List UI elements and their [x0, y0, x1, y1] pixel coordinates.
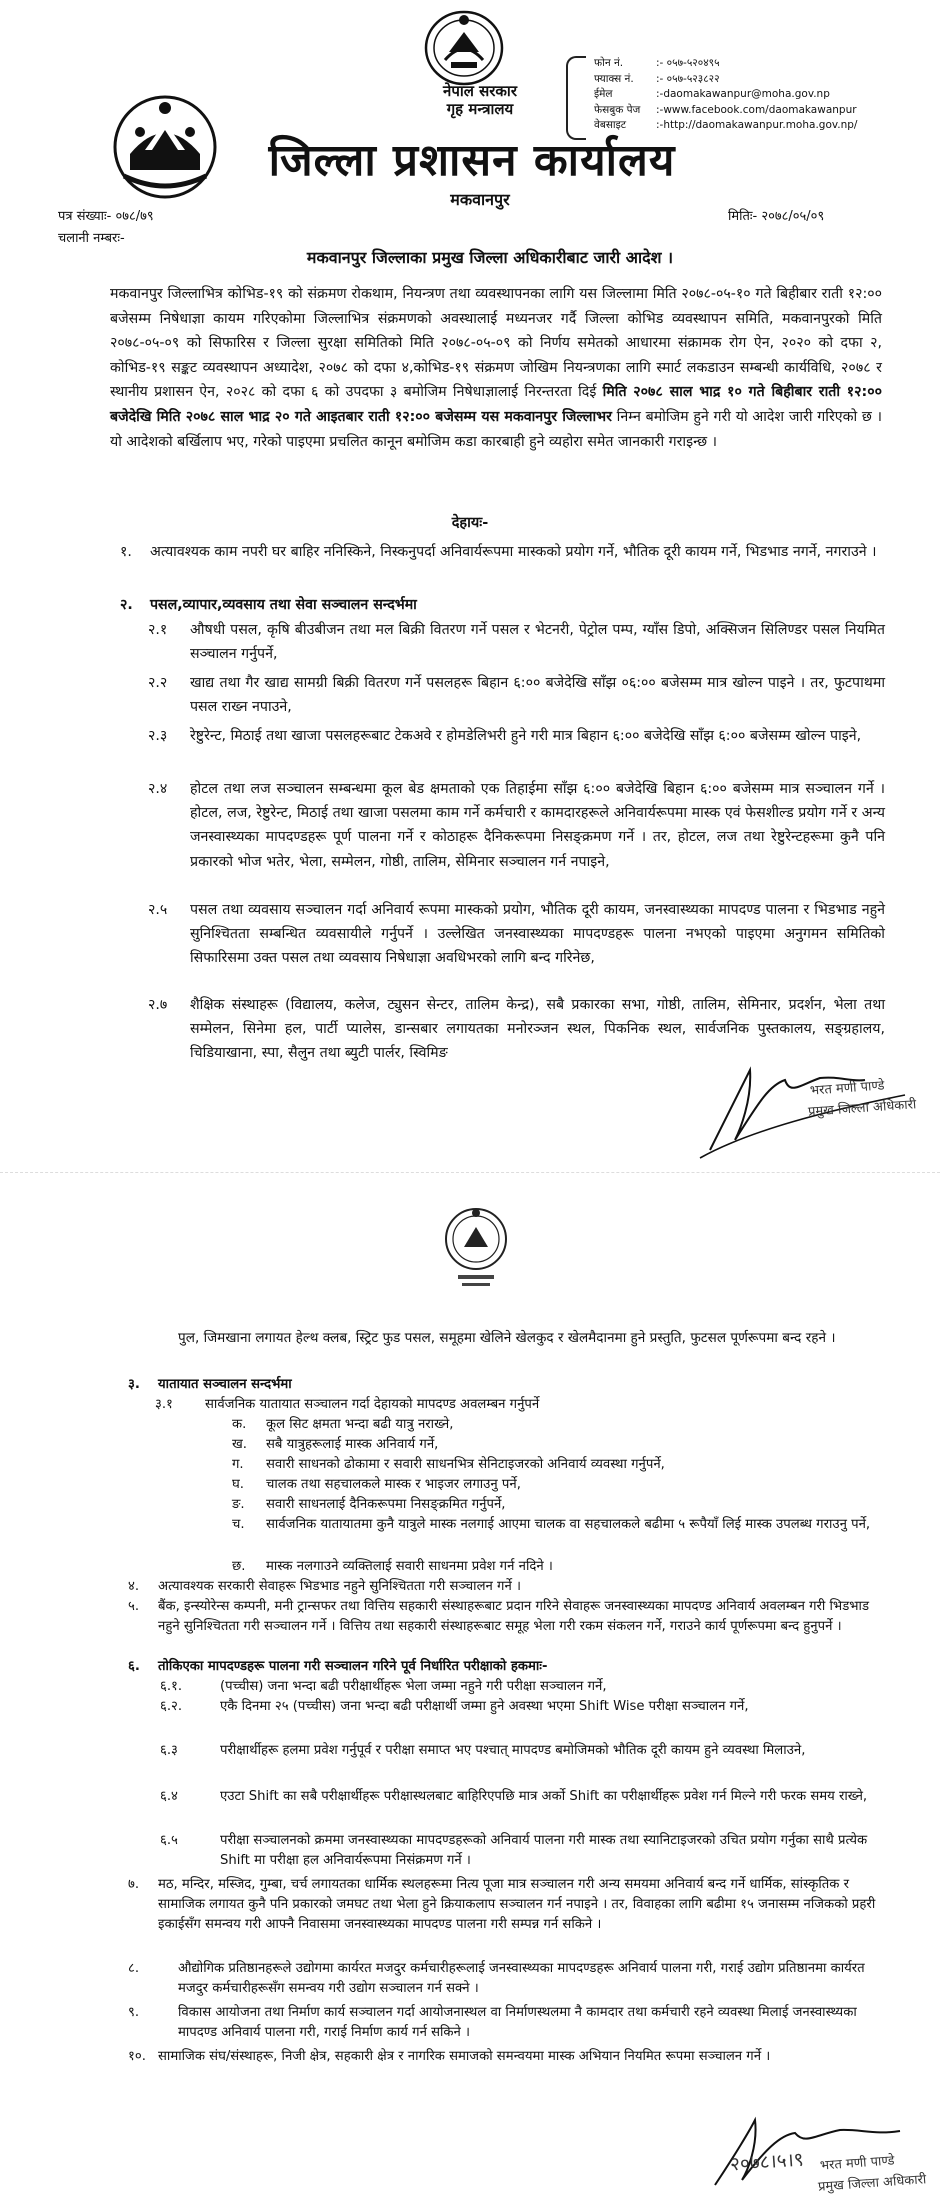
contact-fax: फ्याक्स नं. :- ०५७-५२३८२२ — [594, 72, 720, 85]
order-item-5: ५. बैंक, इन्स्योरेन्स कम्पनी, मनी ट्रान्सफर तथा वित्तिय सहकारी संस्थाहरूबाट प्रदान गरिने सेवाहरू जनस्वास्थ्यका मापदण्ड अनिवार्य अवलम्बन गरी भिडभाड नहुने सुनिश्चितता गरी सञ्चालन गर्ने । वित्तिय तथा सहकारी संस्थाहरूबाट समूह भेला गरी रकम संकलन गर्ने, गराउने कार्य पूर्णरूपमा बन्द हुनुपर्ने । — [128, 1599, 870, 1634]
order-item-1: १. अत्यावश्यक काम नपरी घर बाहिर ननिस्किने, निस्कनुपर्दा अनिवार्यरूपमा मास्कको प्रयोग गर्ने, भौतिक दूरी कायम गर्ने, भिडभाड नगर्ने, नगराउने । — [120, 544, 877, 560]
page-separator — [0, 1172, 940, 1192]
letter-number: पत्र संख्याः- ०७८/७९ — [58, 209, 154, 224]
office-title: जिल्ला प्रशासन कार्यालय — [268, 135, 676, 186]
transport-rule-ka: क. कूल सिट क्षमता भन्दा बढी यात्रु नराख्ने, — [232, 1417, 454, 1432]
order-item-10: १०. सामाजिक संघ/संस्थाहरू, निजी क्षेत्र, सहकारी क्षेत्र र नागरिक समाजको समन्वयमा मास्क अभियान नियमित रूपमा सञ्चालन गर्ने । — [128, 2049, 771, 2064]
signatory-title-2: प्रमुख जिल्ला अधिकारी — [817, 2172, 927, 2195]
reference-block — [58, 206, 154, 250]
intro-text-2: निम्न बमोजिम हुने गरी यो आदेश जारी गरिएको छ । यो आदेशको बर्खिलाप भए, गरेको पाइएमा प्रचलित कानून बमोजिम कडा कारबाही हुने व्यहोरा समेत जानकारी गराइन्छ । — [110, 408, 882, 450]
order-item-2-4: २.४ होटल तथा लज सञ्चालन सम्बन्धमा कूल बेड क्षमताको एक तिहाईमा साँझ ६:०० बजेदेखि बिहान ६:०० बजेसम्म मात्र सञ्चालन गर्ने । होटल, लज, रेष्टुरेन्ट, मिठाई तथा खाजा पसलमा काम गर्ने कर्मचारी र कामदारहरूले अनिवार्यरूपमा मास्क एवं फेसशील्ड प्रयोग गर्ने र अन्य जनस्वास्थ्यका मापदण्डहरू पूर्ण पालना गर्ने र कोठाहरू दैनिकरूपमा निसङ्क्रमण गर्ने । तर, होटल, लज तथा रेष्टुरेन्टहरूमा कुनै पनि प्रकारको भोज भतेर, भेला, सम्मेलन, गोष्ठी, तालिम, सेमिनार सञ्चालन गर्न नपाइने, — [148, 781, 885, 870]
order-item-6-5: ६.५ परीक्षा सञ्चालनको क्रममा जनस्वास्थ्यका मापदण्डहरूको अनिवार्य पालना गरी मास्क तथा स्यानिटाइजरको उचित प्रयोग गर्नुका साथै प्रत्येक Shift मा परीक्षा हल अनिवार्यरूपमा निसंक्रमण गर्ने । — [160, 1833, 868, 1868]
order-item-8: ८. औद्योगिक प्रतिष्ठानहरूले उद्योगमा कार्यरत मजदुर कर्मचारीहरूलाई जनस्वास्थ्यका मापदण्डहरू अनिवार्य पालना गरी, गराई उद्योग प्रतिष्ठानमा कार्यरत मजदुर कर्मचारीहरूसँग समन्वय गरी उद्योग सञ्चालन गर्न सक्ने । — [128, 1961, 865, 1996]
order-item-9: ९. विकास आयोजना तथा निर्माण कार्य सञ्चालन गर्दा आयोजनास्थल वा निर्माणस्थलमा नै कामदार तथा कर्मचारी रहने व्यवस्था मिलाई जनस्वास्थ्यका मापदण्ड अनिवार्य पालना गरी, गराई निर्माण कार्य गर्न सकिने । — [128, 2005, 857, 2040]
transport-rule-kha: ख. सबै यात्रुहरूलाई मास्क अनिवार्य गर्ने, — [232, 1437, 439, 1452]
contact-facebook[interactable]: फेसबुक पेज :-www.facebook.com/daomakawanpur — [594, 103, 857, 116]
transport-rule-nga: ङ. सवारी साधनलाई दैनिकरूपमा निसङ्क्रमित गर्नुपर्ने, — [232, 1497, 506, 1512]
contact-phone: फोन नं. :- ०५७-५२०४९५ — [594, 57, 720, 69]
order-item-6-4: ६.४ एउटा Shift का सबै परीक्षार्थीहरू परीक्षास्थलबाट बाहिरिएपछि मात्र अर्को Shift का परीक्षार्थीहरू प्रवेश गर्न मिल्ने गरी फरक समय राख्ने, — [160, 1789, 868, 1804]
government-seal-icon — [405, 8, 523, 90]
order-item-6-3: ६.३ परीक्षार्थीहरू हलमा प्रवेश गर्नुपूर्व र परीक्षा समाप्त भए पश्चात् मापदण्ड बमोजिमको भौतिक दूरी कायम हुने व्यवस्था मिलाउने, — [160, 1743, 806, 1758]
letter-subject: मकवानपुर जिल्लाका प्रमुख जिल्ला अधिकारीबाट जारी आदेश । — [306, 248, 674, 267]
signatory-name: भरत मणी पाण्डे — [809, 1078, 885, 1099]
order-item-3-heading: ३. यातायात सञ्चालन सन्दर्भमा — [128, 1377, 292, 1392]
nepal-emblem-icon — [110, 92, 220, 202]
order-item-6-2: ६.२. एकै दिनमा २५ (पच्चीस) जना भन्दा बढी परीक्षार्थी जम्मा हुने अवस्था भएमा Shift Wise परीक्षा सञ्चालन गर्ने, — [160, 1699, 749, 1714]
contact-bracket — [566, 56, 586, 140]
ministry-label: गृह मन्त्रालय — [446, 100, 514, 118]
transport-rule-gha: घ. चालक तथा सहचालकले मास्क र भाइजर लगाउनु पर्ने, — [232, 1477, 521, 1492]
intro-text-1: मकवानपुर जिल्लाभित्र कोभिड-१९ को संक्रमण रोकथाम, नियन्त्रण तथा व्यवस्थापनका लागि यस जिल्लामा मिति २०७८-०५-१० गते बिहीबार राती १२:०० बजेसम्म निषेधाज्ञा कायम गरिएकोमा जिल्लाभित्र संक्रमणको अवस्थालाई मध्यनजर गर्दै जिल्ला कोभिड व्यवस्थापन समिति, मकवानपुरको मिति २०७८-०५-०९ को सिफारिस र जिल्ला सुरक्षा समितिको मिति २०७८-०५-०९ को निर्णय समेतको आधारमा संक्रामक रोग ऐन, २०२० को दफा २, कोभिड-१९ सङ्कट व्यवस्थापन अध्यादेश, २०७८ को दफा ४,कोभिड-१९ संक्रमण जोखिम नियन्त्रणका लागि स्मार्ट लकडाउन सम्बन्धी कार्यविधि, २०७८ र स्थानीय प्रशासन ऐन, २०२८ को दफा ६ को उपदफा ३ बमोजिम निषेधाज्ञालाई निरन्तरता दिई — [110, 286, 882, 401]
intro-text-bold: मिति २०७८ साल भाद्र १० गते बिहीबार राती १२:०० बजेदेखि मिति २०७८ साल भाद्र २० गते आइतबार राती १२:०० बजेसम्म यस मकवानपुर जिल्लाभर — [110, 384, 882, 425]
contact-block — [594, 56, 934, 134]
contact-website[interactable]: वेबसाइट :-http://daomakawanpur.moha.gov.np/ — [594, 119, 858, 131]
government-seal-icon — [428, 1203, 524, 1293]
order-item-2-1: २.१ औषधी पसल, कृषि बीउबीजन तथा मल बिक्री वितरण गर्ने पसल र भेटनरी, पेट्रोल पम्प, ग्याँस डिपो, अक्सिजन सिलिण्डर पसल नियमित सञ्चालन गर्नुपर्ने, — [148, 622, 885, 663]
order-item-4: ४. अत्यावश्यक सरकारी सेवाहरू भिडभाड नहुने सुनिश्चितता गरी सञ्चालन गर्ने । — [128, 1579, 521, 1594]
order-item-3-1: ३.१ सार्वजनिक यातायात सञ्चालन गर्दा देहायको मापदण्ड अवलम्बन गर्नुपर्ने — [155, 1397, 540, 1412]
continued-item-2-7: पुल, जिमखाना लगायत हेल्थ क्लब, स्ट्रिट फुड पसल, समूहमा खेलिने खेलकुद र खेलमैदानमा हुने प्रस्तुति, फुटसल पूर्णरूपमा बन्द रहने । — [178, 1330, 836, 1346]
order-item-2-3: २.३ रेष्टुरेन्ट, मिठाई तथा खाजा पसलहरूबाट टेकअवे र होमडेलिभरी हुने गरी मात्र बिहान ६:०० बजेदेखि साँझ ६:०० बजेसम्म खोल्न पाइने, — [148, 728, 862, 744]
order-item-2-2: २.२ खाद्य तथा गैर खाद्य सामग्री बिक्री वितरण गर्ने पसलहरू बिहान ६:०० बजेदेखि साँझ ०६:०० बजेसम्म मात्र खोल्न पाइने । तर, फुटपाथमा पसल राख्न नपाउने, — [148, 675, 885, 716]
intro-paragraph — [110, 282, 882, 454]
transport-rule-chha: छ. मास्क नलगाउने व्यक्तिलाई सवारी साधनमा प्रवेश गर्न नदिने । — [232, 1559, 553, 1574]
contact-email[interactable]: ईमेल :-daomakawanpur@moha.gov.np — [594, 88, 830, 100]
order-item-2-7: २.७ शैक्षिक संस्थाहरू (विद्यालय, कलेज, ट्युसन सेन्टर, तालिम केन्द्र), सबै प्रकारका सभा, गोष्ठी, तालिम, सेमिनार, प्रदर्शन, भेला तथा सम्मेलन, सिनेमा हल, पार्टी प्यालेस, डान्सबार लगायतका मनोरञ्जन स्थल, पिकनिक स्थल, सार्वजनिक पुस्तकालय, सङ्ग्रहालय, चिडियाखाना, स्पा, सैलुन तथा ब्युटी पार्लर, स्विमिङ — [148, 997, 885, 1062]
order-item-6-heading: ६. तोकिएका मापदण्डहरू पालना गरी सञ्चालन गरिने पूर्व निर्धारित परीक्षाको हकमाः- — [128, 1659, 548, 1674]
ministry-name — [400, 82, 560, 118]
transport-rule-cha: च. सार्वजनिक यातायातमा कुनै यात्रुले मास्क नलगाई आएमा चालक वा सहचालकले बढीमा ५ रूपैयाँ लिई मास्क उपलब्ध गराउनु पर्ने, — [232, 1517, 871, 1532]
transport-rule-ga: ग. सवारी साधनको ढोकामा र सवारी साधनभित्र सेनिटाइजरको अनिवार्य व्यवस्था गर्नुपर्ने, — [232, 1457, 665, 1472]
letter-date: मितिः- २०७८/०५/०९ — [728, 209, 825, 224]
signature-date: २०७८।५।९ — [729, 2148, 805, 2176]
government-label: नेपाल सरकार — [443, 82, 517, 100]
order-item-7: ७. मठ, मन्दिर, मस्जिद, गुम्बा, चर्च लगायतका धार्मिक स्थलहरूमा नित्य पूजा मात्र सञ्चालन गरी अन्य समयमा अनिवार्य बन्द गर्ने धार्मिक, सांस्कृतिक र सामाजिक लगायत कुनै पनि प्रकारको जमघट तथा भेला हुने क्रियाकलाप सञ्चालन गर्न नपाइने । तर, विवाहका लागि बढीमा १५ जनासम्म नजिकको प्रहरी इकाईसँग समन्वय गरी आफ्नै निवासमा जनस्वास्थ्यका मापदण्ड पालना गरी सम्पन्न गर्न सकिने । — [128, 1877, 876, 1932]
order-item-6-1: ६.१. (पच्चीस) जना भन्दा बढी परीक्षार्थीहरू भेला जम्मा नहुने गरी परीक्षा सञ्चालन गर्ने, — [160, 1679, 607, 1694]
district-name: मकवानपुर — [450, 190, 510, 209]
signatory-title: प्रमुख जिल्ला अधिकारी — [807, 1097, 917, 1120]
letter-page-2 — [0, 1195, 940, 2204]
dispatch-number: चलानी नम्बरः- — [58, 231, 125, 246]
dehaya-heading: देहायः- — [451, 515, 489, 531]
signatory-name-2: भरत मणी पाण्डे — [819, 2153, 895, 2174]
order-item-2-heading: २. पसल,व्यापार,व्यवसाय तथा सेवा सञ्चालन सन्दर्भमा — [120, 597, 417, 613]
order-item-2-5: २.५ पसल तथा व्यवसाय सञ्चालन गर्दा अनिवार्य रूपमा मास्कको प्रयोग, भौतिक दूरी कायम, जनस्वास्थ्यका मापदण्ड पालना र भिडभाड नहुने सुनिश्चितता सम्बन्धित व्यवसायीले गर्नुपर्ने । उल्लेखित जनस्वास्थ्यका मापदण्डहरू पालना नभएको पाइएमा अनुगमन समितिको सिफारिसमा उक्त पसल तथा व्यवसाय निषेधाज्ञा अवधिभरको लागि बन्द गरिनेछ, — [148, 902, 885, 967]
